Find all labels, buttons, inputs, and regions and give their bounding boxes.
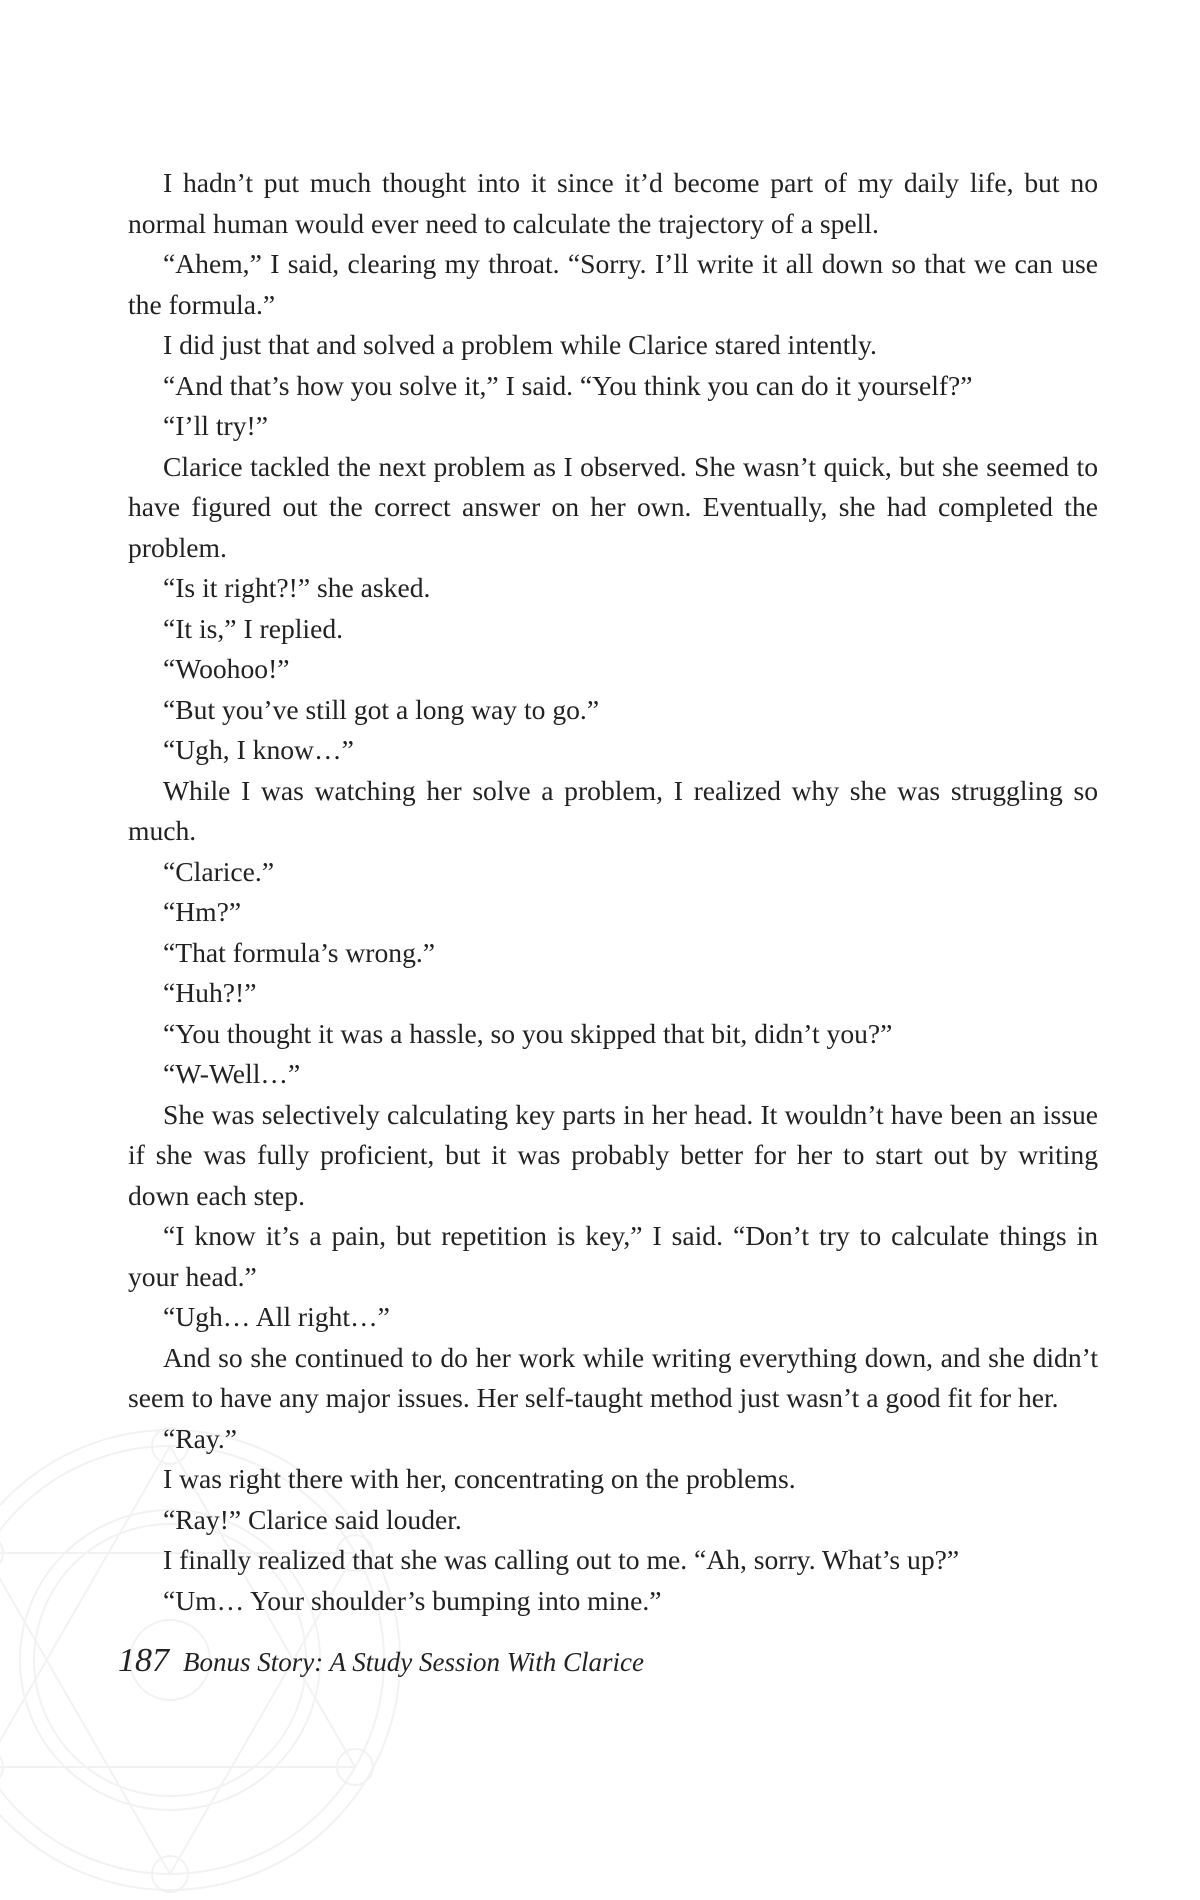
chapter-title: Bonus Story: A Study Session With Clarice	[183, 1647, 644, 1677]
paragraph: And so she continued to do her work while writing everything down, and she didn’t seem to have any major issues. Her self-taught method just wasn’t a good fit for her.	[128, 1341, 1098, 1413]
paragraph: “Woohoo!”	[163, 653, 290, 684]
paragraph: Clarice tackled the next problem as I observed. She wasn’t quick, but she seemed to have figured out the correct answer on her own. Eventually, she had completed the problem.	[128, 450, 1098, 563]
paragraph: “W-Well…”	[163, 1058, 301, 1089]
paragraph: I was right there with her, concentrating on the problems.	[163, 1463, 796, 1494]
paragraph: “That formula’s wrong.”	[163, 936, 436, 968]
paragraph: “Ray.”	[163, 1422, 238, 1454]
paragraph: “Is it right?!” she asked.	[163, 572, 431, 603]
paragraph: “Hm?”	[163, 896, 242, 927]
paragraph: I did just that and solved a problem while Clarice stared intently.	[163, 329, 877, 360]
story-text	[128, 163, 1098, 1621]
paragraph: I finally realized that she was calling out to me. “Ah, sorry. What’s up?”	[163, 1544, 960, 1575]
paragraph: “And that’s how you solve it,” I said. “You think you can do it yourself?”	[163, 369, 973, 401]
paragraph: “You thought it was a hassle, so you skipped that bit, didn’t you?”	[163, 1017, 893, 1049]
paragraph: “I know it’s a pain, but repetition is key,” I said. “Don’t try to calculate things in your head.”	[128, 1220, 1098, 1292]
paragraph: I hadn’t put much thought into it since it’d become part of my daily life, but no normal human would ever need to calculate the trajectory of a spell.	[128, 167, 1098, 239]
paragraph: “Clarice.”	[163, 855, 275, 887]
paragraph: “Ahem,” I said, clearing my throat. “Sorry. I’ll write it all down so that we can use the formula.”	[128, 248, 1098, 320]
paragraph: “Huh?!”	[163, 977, 257, 1008]
paragraph: “Ray!” Clarice said louder.	[163, 1503, 462, 1535]
paragraph: “Ugh… All right…”	[163, 1301, 390, 1332]
paragraph: “But you’ve still got a long way to go.”	[163, 693, 600, 725]
page-number: 187	[118, 1642, 169, 1679]
paragraph: “It is,” I replied.	[163, 612, 344, 644]
paragraph: While I was watching her solve a problem, I realized why she was struggling so much.	[128, 774, 1098, 846]
paragraph: “I’ll try!”	[163, 410, 268, 441]
paragraph: She was selectively calculating key parts in her head. It wouldn’t have been an issue if she was fully proficient, but it was probably better for her to start out by writing down each step.	[128, 1098, 1098, 1211]
paragraph: “Um… Your shoulder’s bumping into mine.”	[163, 1584, 662, 1616]
paragraph: “Ugh, I know…”	[163, 734, 354, 765]
page-footer	[118, 1642, 644, 1680]
